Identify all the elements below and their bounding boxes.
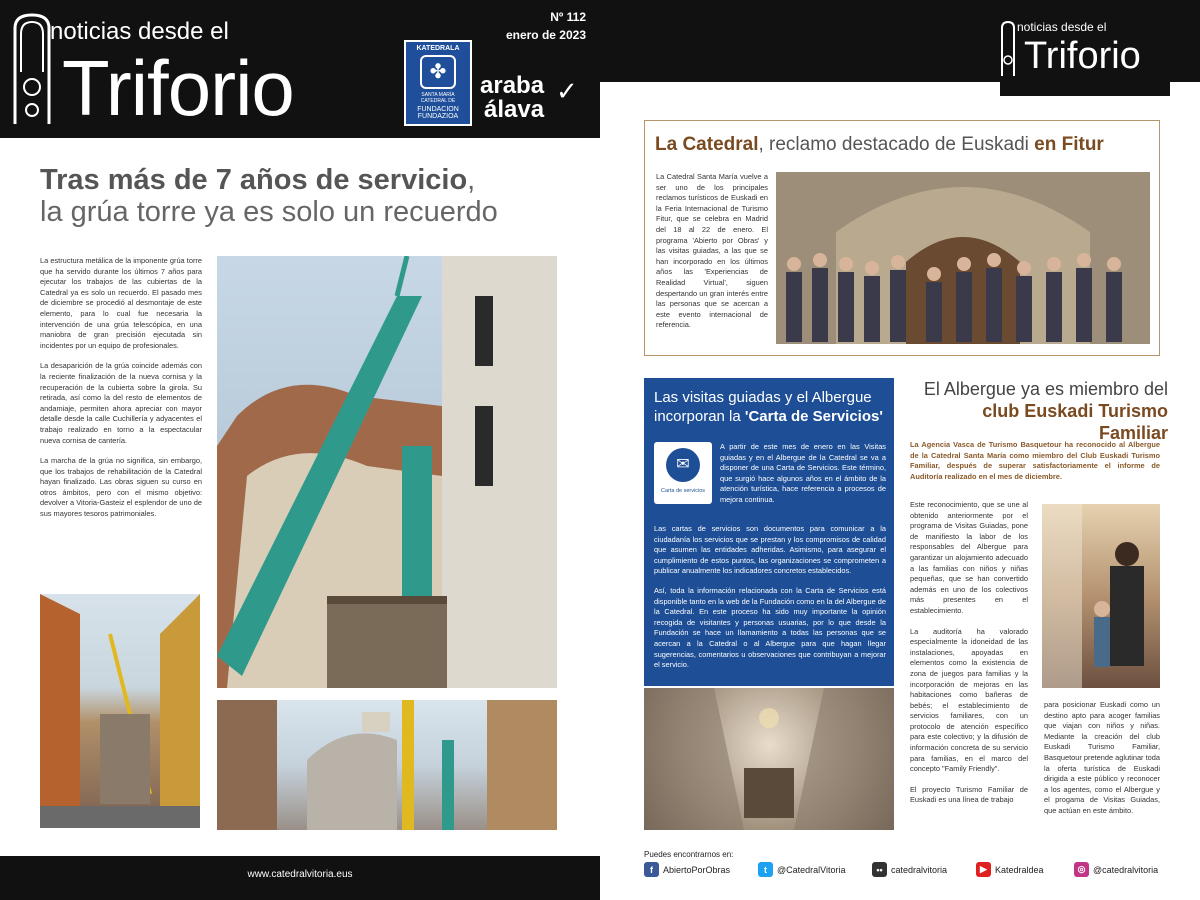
fitur-title — [655, 134, 1104, 156]
interior-illustration — [644, 688, 894, 830]
instagram-icon: ◎ — [1074, 862, 1089, 877]
article-body — [40, 256, 202, 520]
carta-servicios-icon: ✉ — [666, 448, 700, 482]
fitur-title-bold: La Catedral — [655, 134, 759, 155]
fitur-title-end: en Fitur — [1034, 134, 1104, 155]
seal-line: CATEDRAL DE — [420, 98, 456, 104]
araba-alava-logo — [480, 74, 544, 122]
albergue-col2: para posicionar Euskadi como un destino apto para acoger familias que viajan con niños y niñas. Mediante la creación del club Euskadi Turismo Familiar, Basquetour pretende aglutinar toda la oferta turística de Euskadi dirigida a este público y reconocer a los agentes, como el Albergue y el progama de Visitas Guiadas, que actúan en este ámbito. — [1044, 700, 1160, 815]
masthead-subtitle: noticias desde el — [1017, 20, 1107, 34]
right-page — [600, 0, 1200, 900]
visitas-title-line2a: incorporan la — [654, 408, 745, 425]
seal-emblem-icon: ✤ — [420, 55, 456, 89]
albergue-title — [910, 378, 1168, 444]
visitas-box — [644, 378, 894, 686]
issue-date: enero de 2023 — [505, 28, 586, 42]
seal-line: SANTA MARÍA — [421, 92, 455, 98]
social-link[interactable] — [872, 862, 947, 877]
find-us-label: Puedes encontrarnos en: — [644, 850, 734, 859]
title-light: la grúa torre ya es solo un recuerdo — [40, 196, 498, 228]
albergue-col1 — [910, 500, 1028, 806]
masthead — [0, 0, 600, 138]
visitas-title-line2b: 'Carta de Servicios' — [744, 408, 883, 425]
social-link[interactable] — [644, 862, 730, 877]
right-logo-box — [1000, 12, 1170, 96]
albergue-lead: La Agencia Vasca de Turismo Basquetour ha reconocido al Albergue de la Catedral Santa María como miembro del Club Euskadi Turismo Familiar, después de superar satisfactoriamente el informe de Auditoría realizado en el mes de diciembre. — [910, 440, 1160, 481]
visitas-paragraph: Las cartas de servicios son documentos para comunicar a la ciudadanía los servicios que se prestan y los compromisos de calidad que asumen las entidades adheridas. Asimismo, para asegurar el cumplimiento de estos puntos, las organizaciones se comprometen a publicar anualmente los indicadores concretos establecidos. — [654, 524, 886, 576]
cathedral-foundation-seal — [404, 40, 472, 126]
albergue-paragraph: El proyecto Turismo Familiar de Euskadi es una línea de trabajo — [910, 784, 1028, 805]
social-label: Katedraldea — [995, 864, 1044, 875]
fitur-group-photo — [776, 172, 1150, 344]
crane-photo — [217, 256, 557, 688]
seal-line: FUNDAZIOA — [417, 113, 459, 120]
body-paragraph: La estructura metálica de la imponente grúa torre que ha servido durante los últimos 7 años para ejecutar los trabajos de las cubiertas de la Catedral ya es solo un recuerdo. El pasado mes de diciembre se procedió al desmontaje de este elemento, para lo cual fue necesaria la intervención de una grúa telescópica, en una maniobra de gran precisión ejecutada sin incidentes por un equipo de profesionales. — [40, 256, 202, 350]
title-bold: Tras más de 7 años de servicio — [40, 164, 468, 196]
body-paragraph: La desaparición de la grúa coincide además con la reciente finalización de la nueva cornisa y la recuperación de la cubierta sobre la girola. Su retirada, así como la del resto de elementos de andamiaje, permiten ahora apreciar con mayor detalle desde la calle Cuchillería y adyacentes el trabajo realizado en torno a la espectacular nueva cornisa de cantería. — [40, 361, 202, 445]
flickr-icon: •• — [872, 862, 887, 877]
crane-illustration — [217, 256, 557, 688]
social-link[interactable] — [1074, 862, 1158, 877]
left-footer — [0, 856, 600, 900]
youtube-icon: ▶ — [976, 862, 991, 877]
twitter-icon: t — [758, 862, 773, 877]
triforio-arch-logo — [1000, 20, 1016, 76]
dismantling-illustration — [217, 700, 557, 830]
albergue-paragraph: Este reconocimiento, que se une al obtenido anteriormente por el programa de Visitas Guiadas, pone de manifiesto la labor de los responsables del Albergue para garantizar un alojamiento adecuado a las familias con niños y niñas pequeñas, que se han convertido además en uno de los colectivos más presentes en el establecimiento. — [910, 500, 1028, 615]
check-mark-icon: ✓ — [556, 76, 578, 106]
cathedral-interior-photo — [644, 688, 894, 830]
triforio-arch-logo — [12, 12, 52, 124]
visitas-title-line1: Las visitas guiadas y el Albergue — [654, 389, 872, 406]
social-label: @catedralvitoria — [1093, 864, 1159, 875]
website-link[interactable]: www.catedralvitoria.eus — [247, 869, 353, 880]
title-comma: , — [467, 164, 476, 196]
fitur-title-mid: , reclamo destacado de Euskadi — [758, 134, 1035, 155]
logo-word: álava — [484, 96, 545, 123]
albergue-title-line2: club Euskadi Turismo Familiar — [982, 401, 1168, 443]
albergue-paragraph: La auditoría ha valorado especialmente la idoneidad de las instalaciones, apoyadas en elementos como la existencia de zona de juegos para familias y la incorporación de mejoras en las habitaciones como bañeras de bebés; el establecimiento de servicios familiares, con un protocolo de atención específico para este colectivo; y la difusión de información concreta de su servicio para familias, en el marco del concepto "Family Friendly". — [910, 626, 1028, 774]
visitas-paragraph: A partir de este mes de enero en las Visitas guiadas y en el Albergue de la Catedral se va a disponer de una Carta de Servicios. Este término, que surgió hace algunos años en el ámbito de la atención turística, hace referencia a procesos de mejora continua. — [720, 442, 886, 504]
issue-number: Nº 112 — [550, 10, 586, 24]
social-label: catedralvitoria — [891, 864, 948, 875]
dismantling-photo — [217, 700, 557, 830]
carta-servicios-card — [654, 442, 712, 504]
social-link[interactable] — [976, 862, 1044, 877]
seal-line: KATEDRALA — [416, 45, 460, 52]
carta-servicios-label: Carta de servicios — [660, 488, 706, 494]
visitas-title — [654, 388, 883, 426]
street-illustration — [40, 594, 200, 828]
social-label: AbiertoPorObras — [663, 864, 731, 875]
social-label: @CatedralVitoria — [777, 864, 846, 875]
logo-word: araba — [480, 72, 545, 99]
seal-line: FUNDACION — [417, 106, 459, 113]
masthead-title: Triforio — [1024, 35, 1141, 77]
albergue-family-photo — [1042, 504, 1160, 688]
portico-illustration — [776, 172, 1150, 344]
family-illustration — [1042, 504, 1160, 688]
visitas-paragraph: Así, toda la información relacionada con la Carta de Servicios está disponible tanto en la web de la Fundación como en la del Albergue de la Catedral. En este proceso ha sido muy importante la opinión recogida de visitantes y personas usuarias, por lo que desde la Fundación se hace un llamamiento a todas las personas que se acercan a la Catedral o al Albergue para que hagan llegar sugerencias, comentarios u observaciones que contribuyan a mejorar el servicio. — [654, 586, 886, 670]
masthead-title: Triforio — [62, 44, 294, 132]
facebook-icon: f — [644, 862, 659, 877]
fitur-text: La Catedral Santa María vuelve a ser uno de los principales reclamos turísticos de Euskadi en la Feria Internacional de Turismo Fitur, que se celebra en Madrid del 18 al 22 de enero. El programa 'Abierto por Obras' y las visitas guiadas, a las que se han incorporado en los últimos años las 'Experiencias de Realidad Virtual', siguen despertando un gran interés entre las personas que se acercan a este evento internacional de referencia. — [656, 172, 768, 330]
masthead-subtitle: noticias desde el — [50, 18, 229, 45]
albergue-title-line1: El Albergue ya es miembro del — [923, 379, 1168, 399]
street-crane-photo — [40, 594, 200, 828]
social-link[interactable] — [758, 862, 846, 877]
article-title — [40, 164, 580, 228]
body-paragraph: La marcha de la grúa no significa, sin embargo, que los trabajos de rehabilitación de la Catedral hayan finalizado. Las obras siguen su curso en otros ámbitos, pero con el mismo objetivo: devolver a Vitoria-Gasteiz el esplendor de uno de sus mayores tesoros patrimoniales. — [40, 456, 202, 519]
